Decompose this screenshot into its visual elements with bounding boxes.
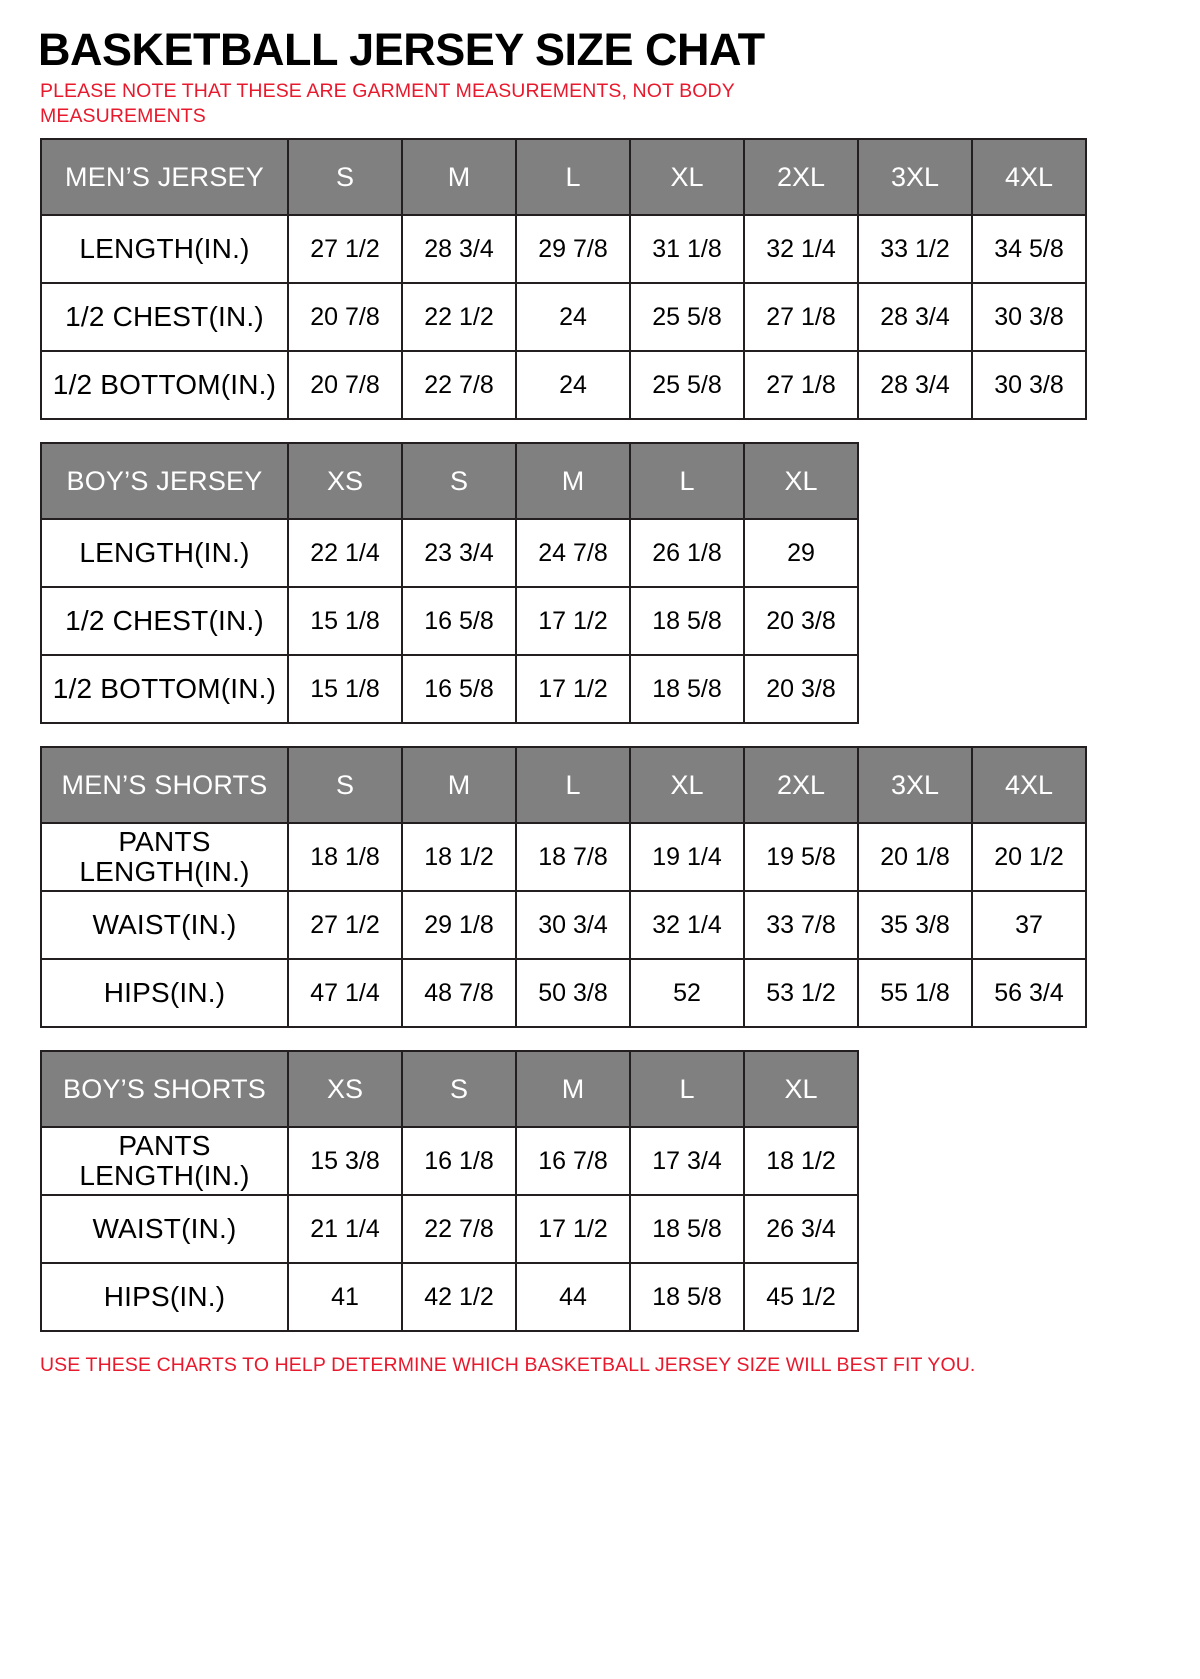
column-header: XL (630, 747, 744, 823)
column-header: S (402, 443, 516, 519)
table-cell: 29 7/8 (516, 215, 630, 283)
table-cell: 24 7/8 (516, 519, 630, 587)
table-cell: 25 5/8 (630, 351, 744, 419)
table-cell: 22 7/8 (402, 1195, 516, 1263)
table-cell: 33 1/2 (858, 215, 972, 283)
table-cell: 31 1/8 (630, 215, 744, 283)
table-cell: 26 1/8 (630, 519, 744, 587)
table-cell: 18 1/8 (288, 823, 402, 891)
column-header: XL (744, 1051, 858, 1127)
table-cell: 18 5/8 (630, 587, 744, 655)
row-label: PANTS LENGTH(IN.) (41, 823, 288, 891)
table-cell: 20 3/8 (744, 655, 858, 723)
column-header: M (516, 1051, 630, 1127)
table-cell: 20 7/8 (288, 283, 402, 351)
table-cell: 53 1/2 (744, 959, 858, 1027)
table-cell: 18 1/2 (744, 1127, 858, 1195)
table-cell: 22 1/4 (288, 519, 402, 587)
table-mens-shorts (40, 746, 1087, 1028)
column-header: XS (288, 443, 402, 519)
column-header: BOY’S SHORTS (41, 1051, 288, 1127)
row-label: WAIST(IN.) (41, 891, 288, 959)
row-label: LENGTH(IN.) (41, 519, 288, 587)
table-row (41, 959, 1086, 1027)
table-cell: 19 5/8 (744, 823, 858, 891)
table-row (41, 655, 858, 723)
table-cell: 15 1/8 (288, 587, 402, 655)
table-cell: 20 1/2 (972, 823, 1086, 891)
column-header: MEN’S JERSEY (41, 139, 288, 215)
table-cell: 30 3/8 (972, 351, 1086, 419)
table-boys-shorts (40, 1050, 859, 1332)
table-cell: 33 7/8 (744, 891, 858, 959)
table-cell: 18 7/8 (516, 823, 630, 891)
table-cell: 28 3/4 (402, 215, 516, 283)
table-row (41, 283, 1086, 351)
table-cell: 19 1/4 (630, 823, 744, 891)
table-header-row (41, 139, 1086, 215)
column-header: 3XL (858, 747, 972, 823)
table-cell: 27 1/8 (744, 351, 858, 419)
table-cell: 24 (516, 351, 630, 419)
table-boys-jersey (40, 442, 859, 724)
table-cell: 18 1/2 (402, 823, 516, 891)
measurement-note: PLEASE NOTE THAT THESE ARE GARMENT MEASUREMENTS, NOT BODY MEASUREMENTS (40, 80, 735, 127)
table-cell: 50 3/8 (516, 959, 630, 1027)
table-cell: 41 (288, 1263, 402, 1331)
row-label: 1/2 CHEST(IN.) (41, 587, 288, 655)
table-cell: 17 1/2 (516, 655, 630, 723)
table-row (41, 891, 1086, 959)
table-header-row (41, 1051, 858, 1127)
table-cell: 44 (516, 1263, 630, 1331)
column-header: L (516, 139, 630, 215)
table-cell: 55 1/8 (858, 959, 972, 1027)
footer-note: USE THESE CHARTS TO HELP DETERMINE WHICH BASKETBALL JERSEY SIZE WILL BEST FIT YOU. (40, 1354, 976, 1376)
row-label: HIPS(IN.) (41, 959, 288, 1027)
table-row (41, 215, 1086, 283)
column-header: M (516, 443, 630, 519)
table-cell: 48 7/8 (402, 959, 516, 1027)
table-cell: 30 3/4 (516, 891, 630, 959)
table-cell: 28 3/4 (858, 283, 972, 351)
table-cell: 20 3/8 (744, 587, 858, 655)
table-cell: 26 3/4 (744, 1195, 858, 1263)
table-cell: 32 1/4 (630, 891, 744, 959)
table-cell: 17 3/4 (630, 1127, 744, 1195)
table-cell: 32 1/4 (744, 215, 858, 283)
column-header: S (288, 747, 402, 823)
table-cell: 25 5/8 (630, 283, 744, 351)
column-header: L (630, 443, 744, 519)
table-cell: 22 7/8 (402, 351, 516, 419)
column-header: XL (630, 139, 744, 215)
row-label: PANTS LENGTH(IN.) (41, 1127, 288, 1195)
column-header: 4XL (972, 139, 1086, 215)
table-mens-jersey (40, 138, 1087, 420)
table-cell: 37 (972, 891, 1086, 959)
table-row (41, 1263, 858, 1331)
column-header: 3XL (858, 139, 972, 215)
table-cell: 27 1/2 (288, 215, 402, 283)
table-cell: 20 7/8 (288, 351, 402, 419)
column-header: L (630, 1051, 744, 1127)
table-cell: 45 1/2 (744, 1263, 858, 1331)
table-cell: 56 3/4 (972, 959, 1086, 1027)
row-label: 1/2 BOTTOM(IN.) (41, 655, 288, 723)
table-cell: 28 3/4 (858, 351, 972, 419)
table-header-row (41, 747, 1086, 823)
table-cell: 20 1/8 (858, 823, 972, 891)
row-label: HIPS(IN.) (41, 1263, 288, 1331)
table-cell: 23 3/4 (402, 519, 516, 587)
table-cell: 16 5/8 (402, 655, 516, 723)
row-label: 1/2 CHEST(IN.) (41, 283, 288, 351)
table-cell: 16 5/8 (402, 587, 516, 655)
column-header: MEN’S SHORTS (41, 747, 288, 823)
table-cell: 16 1/8 (402, 1127, 516, 1195)
column-header: M (402, 139, 516, 215)
table-row (41, 351, 1086, 419)
table-cell: 17 1/2 (516, 1195, 630, 1263)
column-header: L (516, 747, 630, 823)
table-cell: 52 (630, 959, 744, 1027)
table-cell: 15 3/8 (288, 1127, 402, 1195)
table-cell: 16 7/8 (516, 1127, 630, 1195)
table-row (41, 519, 858, 587)
table-cell: 22 1/2 (402, 283, 516, 351)
table-cell: 18 5/8 (630, 655, 744, 723)
column-header: S (288, 139, 402, 215)
column-header: 2XL (744, 747, 858, 823)
page-title: BASKETBALL JERSEY SIZE CHAT (38, 24, 765, 75)
column-header: XL (744, 443, 858, 519)
table-row (41, 587, 858, 655)
table-cell: 27 1/2 (288, 891, 402, 959)
row-label: 1/2 BOTTOM(IN.) (41, 351, 288, 419)
table-cell: 30 3/8 (972, 283, 1086, 351)
column-header: BOY’S JERSEY (41, 443, 288, 519)
column-header: M (402, 747, 516, 823)
table-cell: 24 (516, 283, 630, 351)
table-cell: 42 1/2 (402, 1263, 516, 1331)
column-header: 4XL (972, 747, 1086, 823)
table-row (41, 1195, 858, 1263)
table-cell: 47 1/4 (288, 959, 402, 1027)
column-header: 2XL (744, 139, 858, 215)
table-cell: 34 5/8 (972, 215, 1086, 283)
table-cell: 15 1/8 (288, 655, 402, 723)
table-cell: 21 1/4 (288, 1195, 402, 1263)
table-cell: 18 5/8 (630, 1263, 744, 1331)
column-header: S (402, 1051, 516, 1127)
table-row (41, 1127, 858, 1195)
table-cell: 29 1/8 (402, 891, 516, 959)
table-cell: 35 3/8 (858, 891, 972, 959)
table-header-row (41, 443, 858, 519)
row-label: WAIST(IN.) (41, 1195, 288, 1263)
row-label: LENGTH(IN.) (41, 215, 288, 283)
table-cell: 29 (744, 519, 858, 587)
table-cell: 17 1/2 (516, 587, 630, 655)
table-cell: 18 5/8 (630, 1195, 744, 1263)
table-cell: 27 1/8 (744, 283, 858, 351)
column-header: XS (288, 1051, 402, 1127)
table-row (41, 823, 1086, 891)
